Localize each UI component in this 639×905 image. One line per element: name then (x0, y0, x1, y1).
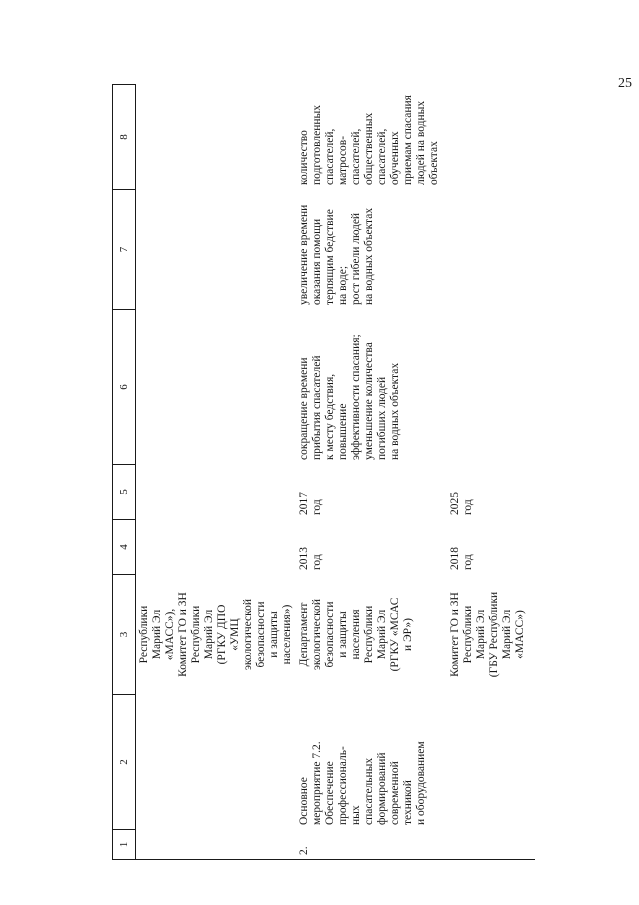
cell-text-line: терпящим бедствие (324, 209, 336, 305)
end-year-cell (296, 465, 443, 520)
column-number: 7 (113, 190, 136, 310)
cell-text-line: 2013 (298, 547, 310, 570)
cell-text-line: к месту бедствия, (324, 373, 336, 460)
cell-text-line: Обеспечение (324, 761, 336, 825)
row-number-cell: 2. (296, 830, 443, 860)
row-number-cell (443, 830, 535, 860)
table-row (443, 85, 535, 860)
indicators-cell (296, 85, 443, 190)
cell-text-line: Департамент (298, 602, 310, 667)
cell-text-line: безопасности (255, 601, 267, 668)
column-number: 4 (113, 520, 136, 575)
column-number: 3 (113, 575, 136, 695)
cell-text-line: Марий Эл (151, 609, 163, 660)
cell-text-line: безопасности (324, 601, 336, 668)
cell-text-line: и ЭР») (402, 618, 414, 651)
cell-text-line: 2017 (298, 492, 310, 515)
cell-text-line: год (462, 499, 474, 515)
cell-text-line: погибших людей (376, 376, 388, 460)
cell-text-line: экологической (242, 598, 254, 671)
cell-text-line: спасателей, (350, 128, 362, 185)
indicators-cell (443, 85, 535, 190)
cell-text-line: эффективности спасания; (350, 334, 362, 460)
cell-text-line: людей на водных (415, 100, 427, 185)
cell-text-line: приемам спасания (402, 95, 414, 185)
cell-text-line: и оборудованием (415, 741, 427, 825)
cell-text-line: подготовленных (311, 105, 323, 185)
cell-text-line: год (311, 499, 323, 515)
cell-text-line: Республики (363, 605, 375, 664)
cell-text-line: оказания помощи (311, 218, 323, 305)
cell-text-line: увеличение времени (298, 204, 310, 305)
cell-text-line: спасателей, обученных (376, 128, 401, 185)
cell-text-line: рост гибели людей (350, 212, 362, 305)
cell-text-line: мероприятие 7.2. (311, 741, 323, 825)
cell-text-line: Республики (190, 605, 202, 664)
executor-cell (136, 575, 297, 695)
cell-text-line: техникой (402, 780, 414, 825)
cell-text-line: профессиональ- (337, 746, 349, 825)
cell-text-line: населения») (281, 604, 293, 665)
cell-text-line: (РГКУ ДПО (216, 604, 228, 665)
cell-text-line: на водных объектах (389, 362, 401, 460)
cell-text-line: спасателей, матросов- (324, 128, 349, 185)
cell-text-line: Марий Эл (501, 609, 513, 660)
measure-name-cell (443, 695, 535, 830)
cell-text-line: год (311, 554, 323, 570)
indicators-cell (136, 85, 297, 190)
cell-text-line: год (462, 554, 474, 570)
cell-text-line: Марий Эл (475, 609, 487, 660)
expected-result-cell (296, 310, 443, 465)
cell-text-line: и защиты (337, 611, 349, 658)
measure-name-cell (136, 695, 297, 830)
cell-text-line: количество (298, 130, 310, 185)
cell-text-line: «МАСС») (514, 610, 526, 659)
end-year-cell (136, 465, 297, 520)
row-number-cell (136, 830, 297, 860)
cell-text-line: и защиты (268, 611, 280, 658)
column-number: 1 (113, 830, 136, 860)
cell-text-line: «УМЦ (229, 618, 241, 651)
measure-name-cell (296, 695, 443, 830)
cell-text-line: Марий Эл (203, 609, 215, 660)
table-row (136, 85, 297, 860)
start-year-cell (296, 520, 443, 575)
executor-cell (296, 575, 443, 695)
cell-text-line: сокращение времени (298, 357, 310, 460)
cell-text-line: повышение (337, 403, 349, 460)
cell-text-line: (РГКУ «МСАС (389, 597, 401, 672)
cell-text-line: общественных (363, 112, 375, 185)
cell-text-line: формирований (376, 752, 388, 825)
consequences-cell (443, 190, 535, 310)
table-row (296, 85, 443, 860)
cell-text-line: Основное (298, 777, 310, 825)
cell-text-line: Марий Эл (376, 609, 388, 660)
page-number: 25 (618, 76, 632, 91)
cell-text-line: на водных объектах (363, 207, 375, 305)
column-number: 5 (113, 465, 136, 520)
column-number: 2 (113, 695, 136, 830)
cell-text-line: экологической (311, 598, 323, 671)
cell-text-line: на воде; (337, 265, 349, 305)
cell-text-line: (ГБУ Республики (488, 591, 500, 678)
cell-text-line: Комитет ГО и ЗН (177, 592, 189, 677)
cell-text-line: уменьшение количества (363, 342, 375, 460)
program-measures-table (112, 84, 535, 860)
cell-text-line: спасательных (363, 757, 375, 825)
cell-text-line: Республики (138, 605, 150, 664)
expected-result-cell (443, 310, 535, 465)
executor-cell (443, 575, 535, 695)
start-year-cell (443, 520, 535, 575)
cell-text-line: современной (389, 761, 401, 825)
cell-text-line: ных (350, 805, 362, 825)
cell-text-line: «МАСС»), (164, 608, 176, 661)
start-year-cell (136, 520, 297, 575)
column-number-row (113, 85, 136, 860)
rotated-page-content (112, 85, 526, 860)
cell-text-line: Республики (462, 605, 474, 664)
expected-result-cell (136, 310, 297, 465)
column-number: 8 (113, 85, 136, 190)
cell-text-line: населения (350, 609, 362, 660)
consequences-cell (136, 190, 297, 310)
cell-text-line: объектах (428, 141, 440, 185)
cell-text-line: 2018 (449, 547, 461, 570)
end-year-cell (443, 465, 535, 520)
consequences-cell (296, 190, 443, 310)
cell-text-line: 2025 (449, 492, 461, 515)
column-number: 6 (113, 310, 136, 465)
cell-text-line: Комитет ГО и ЗН (449, 592, 461, 677)
cell-text-line: прибытия спасателей (311, 355, 323, 460)
